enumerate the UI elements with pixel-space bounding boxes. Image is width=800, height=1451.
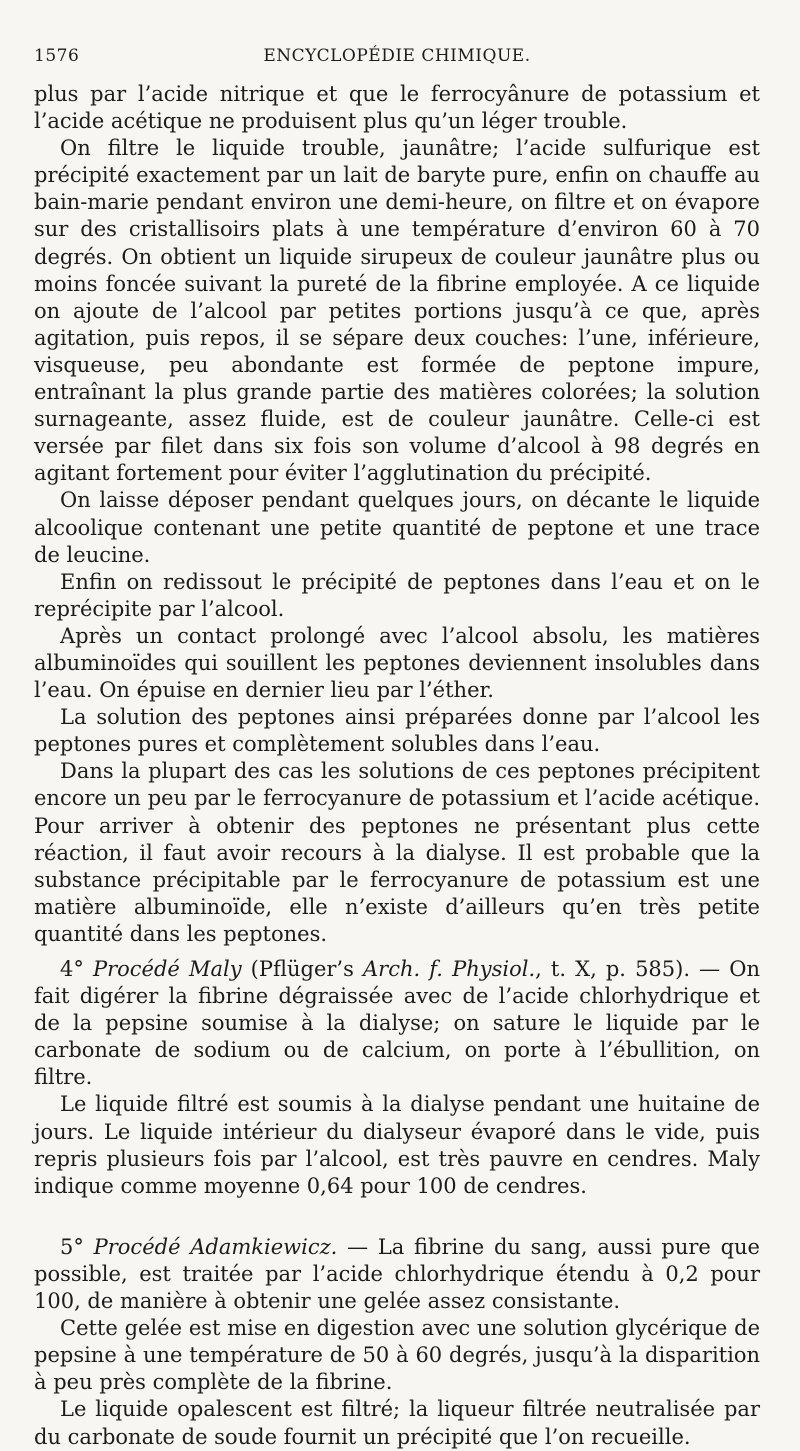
paragraph: Après un contact prolongé avec l’alcool absolu, les matières albuminoïdes qui souillent les peptones deviennent insolubles dans l’eau. On épuise en dernier lieu par l’éther. (34, 623, 760, 703)
section-5-title: Procédé Adamkiewicz. (93, 1234, 338, 1259)
paragraph: Enfin on redissout le précipité de peptones dans l’eau et on le reprécipite par l’alcool. (34, 569, 760, 621)
page-number: 1576 (34, 46, 80, 66)
paragraph: plus par l’acide nitrique et que le ferrocyânure de potassium et l’acide acétique ne produisent plus qu’un léger trouble. (34, 82, 760, 134)
paragraph: Le liquide opalescent est filtré; la liqueur filtrée neutralisée par du carbonate de soude fournit un précipité que l’on recueille. (34, 1397, 760, 1449)
running-title: ENCYCLOPÉDIE CHIMIQUE. (263, 46, 531, 66)
running-header (34, 46, 760, 72)
section-5-number: 5° (60, 1234, 84, 1259)
section-5-text: — La fibrine du sang, aussi pure que possible, est traitée par l’acide chlorhydrique étendu à 0,2 pour 100, de manière à obtenir une gelée assez consistante. (34, 1234, 760, 1314)
section-4-text: — On fait digérer la fibrine dégraissée avec de l’acide chlorhydrique et de la pepsine soumise à la dialyse; on sature le liquide par le carbonate de sodium ou de calcium, on porte à l’ébullition, on filtre. (34, 957, 760, 1090)
paragraph: La solution des peptones ainsi préparées donne par l’alcool les peptones pures et complètement solubles dans l’eau. (34, 705, 760, 757)
body-text (34, 81, 760, 1451)
section-4-ref-prefix: (Pflüger’s (250, 957, 354, 981)
paragraph: Cette gelée est mise en digestion avec une solution glycérique de pepsine à une température de 50 à 60 degrés, jusqu’à la disparition à peu près complète de la fibrine. (34, 1316, 760, 1395)
paragraph: Le liquide filtré est soumis à la dialyse pendant une huitaine de jours. Le liquide intérieur du dialyseur évaporé dans le vide, puis repris plusieurs fois par l’alcool, est très pauvre en cendres. Maly indique comme moyenne 0,64 pour 100 de cendres. (34, 1092, 760, 1198)
section-4-ref-suffix: , t. X, p. 585). (535, 957, 691, 981)
section-4-ref-journal: Arch. f. Physiol. (363, 957, 536, 981)
paragraph: Dans la plupart des cas les solutions de ces peptones précipitent encore un peu par le ferrocyanure de potassium et l’acide acétique. Pour arriver à obtenir des peptones ne présentant plus cette réaction, il faut avoir recours à la dialyse. Il est probable que la substance précipitable par le ferrocyanure de potassium est une matière albuminoïde, elle n’existe d’ailleurs qu’en très petite quantité dans les peptones. (34, 759, 760, 946)
paragraph: On laisse déposer pendant quelques jours, on décante le liquide alcoolique contenant une petite quantité de peptone et une trace de leucine. (34, 488, 760, 567)
section-4-number: 4° (60, 957, 84, 981)
section-4-title: Procédé Maly (92, 957, 242, 981)
paragraph: On filtre le liquide trouble, jaunâtre; l’acide sulfurique est précipité exactement par un lait de baryte pure, enfin on chauffe au bain-marie pendant environ une demi-heure, on filtre et on évapore sur des cristallisoirs plats à une température d’environ 60 à 70 degrés. On obtient un liquide sirupeux de couleur jaunâtre plus ou moins foncée suivant la pureté de la fibrine employée. A ce liquide on ajoute de l’alcool par petites portions jusqu’à ce que, après agitation, puis repos, il se sépare deux couches: l’une, inférieure, visqueuse, peu abondante est formée de peptone impure, entraînant la plus grande partie des matières colorées; la solution surnageante, assez fluide, est de couleur jaunâtre. Celle-ci est versée par filet dans six fois son volume d’alcool à 98 degrés en agitant fortement pour éviter l’agglutination du précipité. (34, 136, 760, 486)
section-4-paragraph (34, 956, 760, 1091)
section-5-paragraph (34, 1234, 760, 1315)
